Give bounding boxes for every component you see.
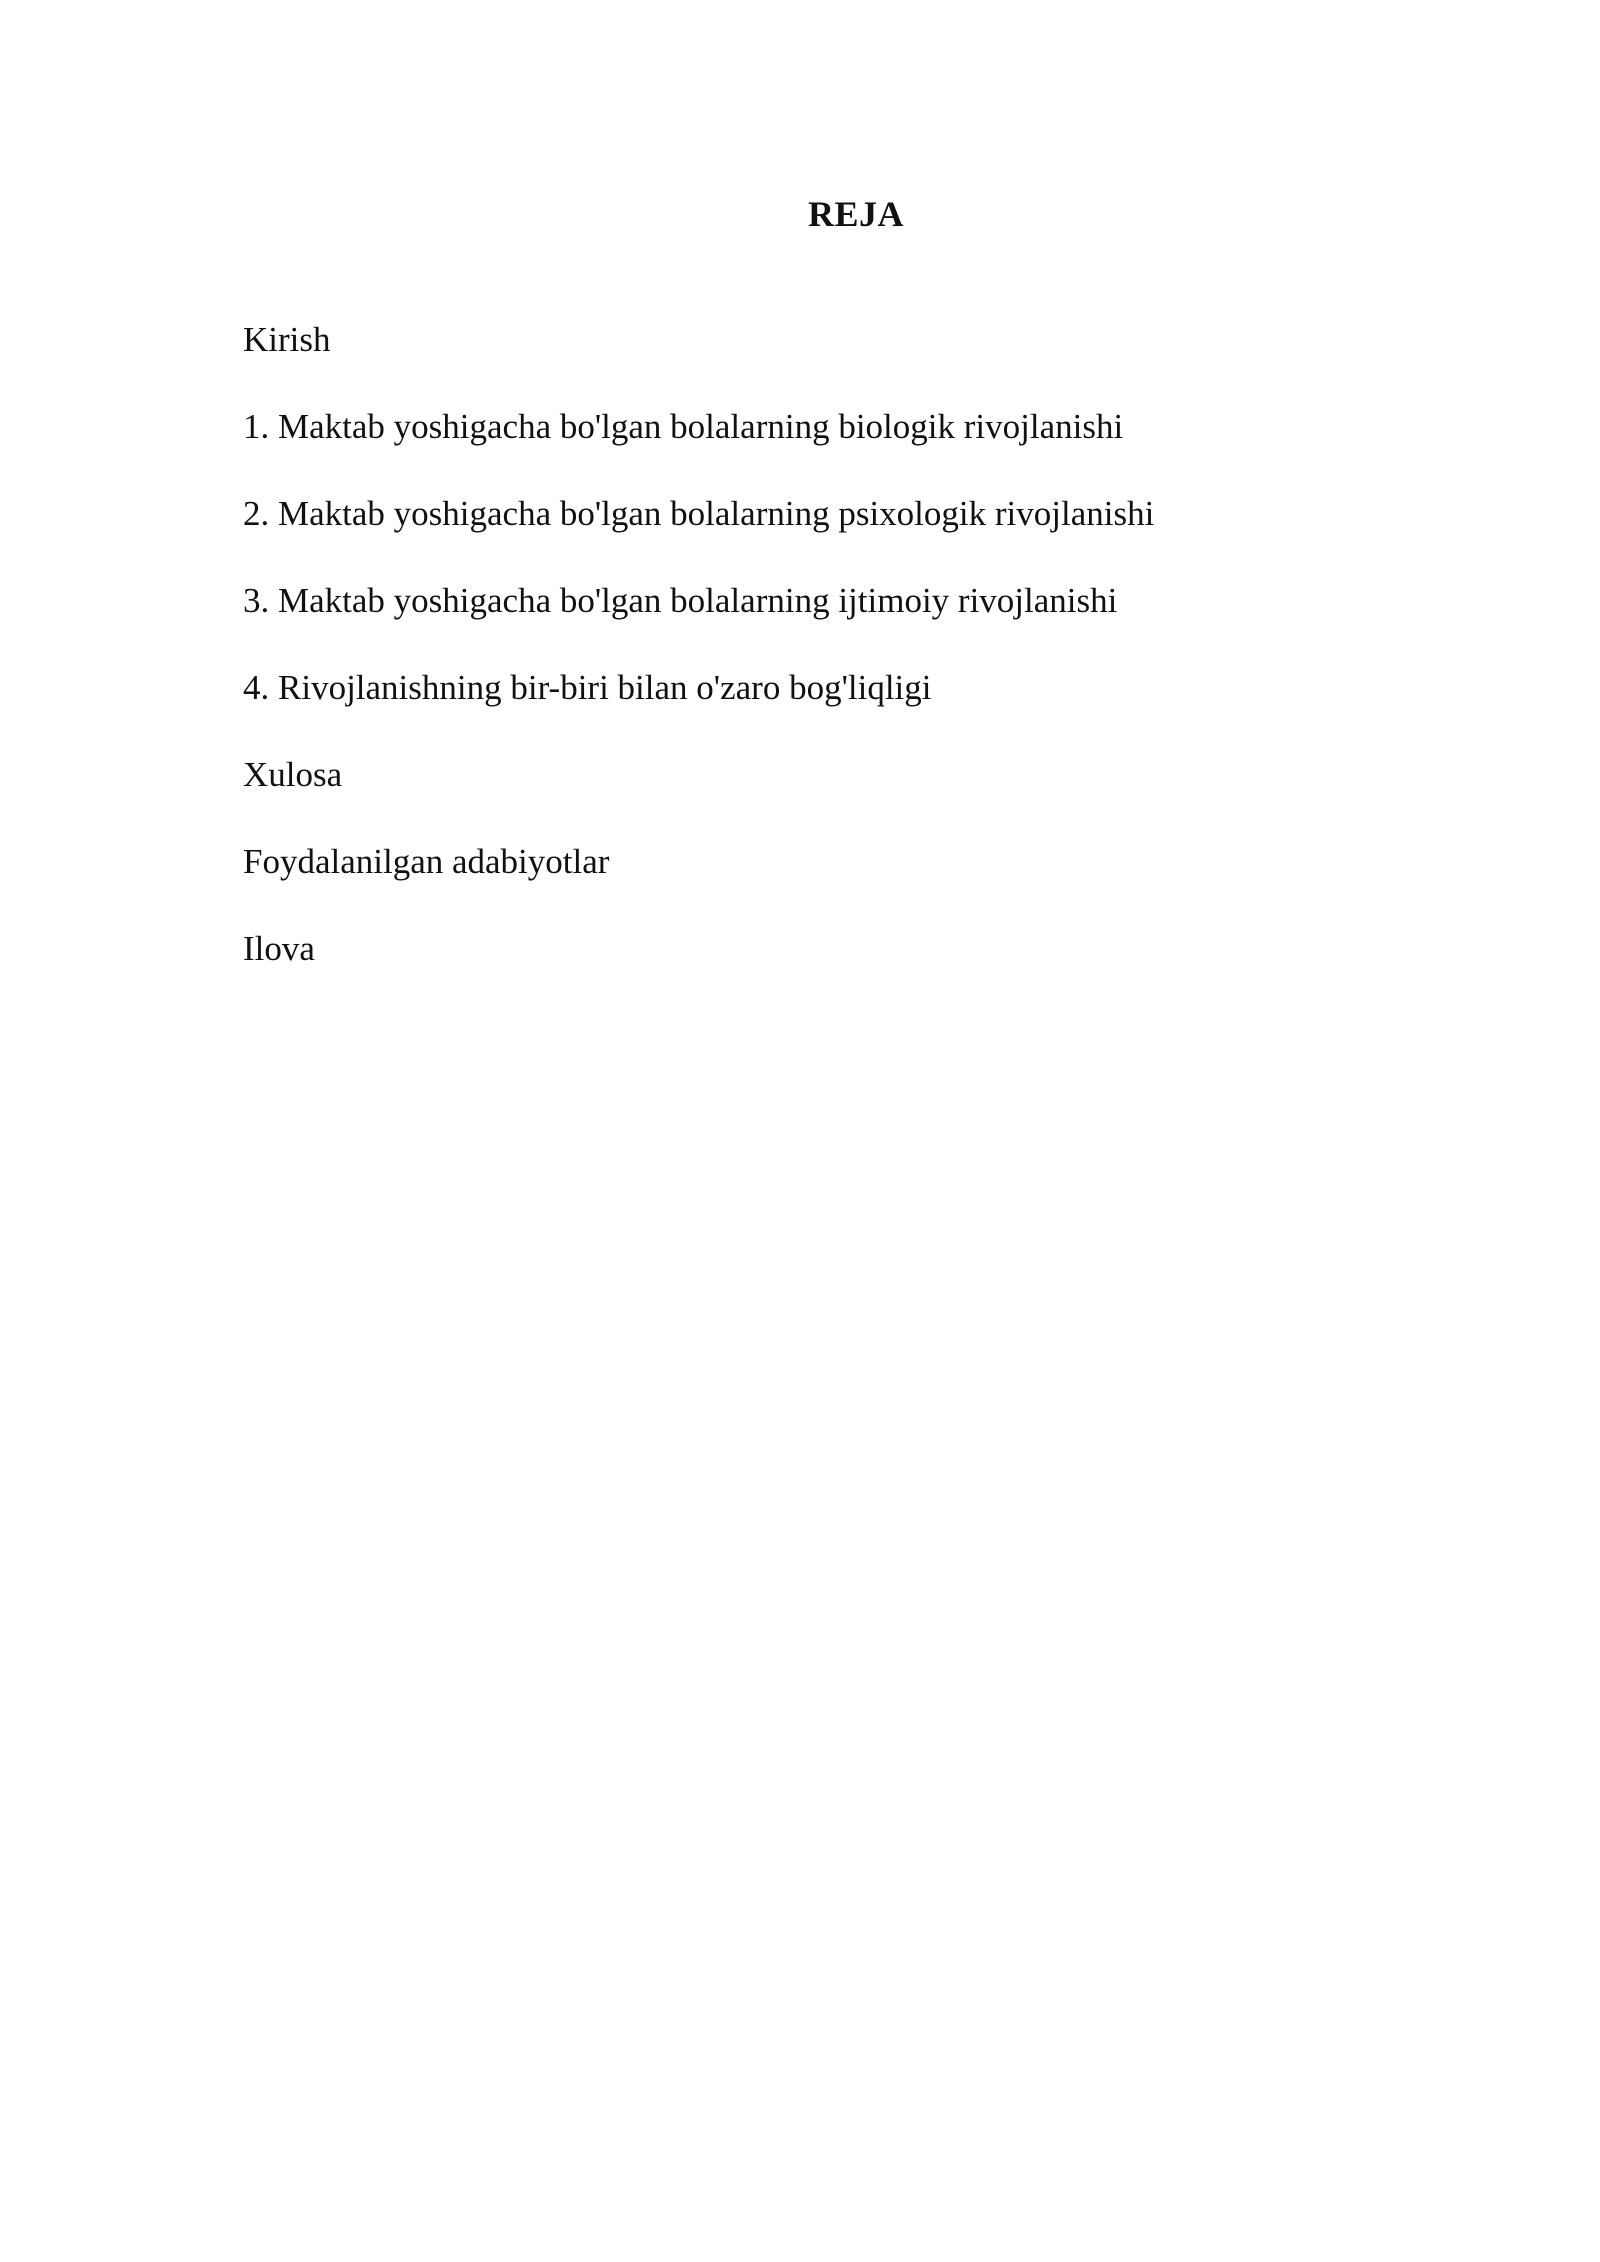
plan-item-conclusion: Xulosa bbox=[243, 755, 343, 794]
plan-item-1: 1. Maktab yoshigacha bo'lgan bolalarning biologik rivojlanishi bbox=[243, 407, 1124, 446]
plan-item-2: 2. Maktab yoshigacha bo'lgan bolalarning psixologik rivojlanishi bbox=[243, 494, 1155, 533]
plan-item-references: Foydalanilgan adabiyotlar bbox=[243, 842, 610, 881]
plan-item-introduction: Kirish bbox=[243, 320, 331, 359]
plan-item-3: 3. Maktab yoshigacha bo'lgan bolalarning ijtimoiy rivojlanishi bbox=[243, 581, 1118, 620]
page-title: REJA bbox=[807, 194, 904, 234]
plan-list bbox=[243, 318, 1154, 1014]
plan-item-4: 4. Rivojlanishning bir-biri bilan o'zaro bog'liqligi bbox=[243, 668, 932, 707]
plan-item-appendix: Ilova bbox=[243, 929, 315, 968]
